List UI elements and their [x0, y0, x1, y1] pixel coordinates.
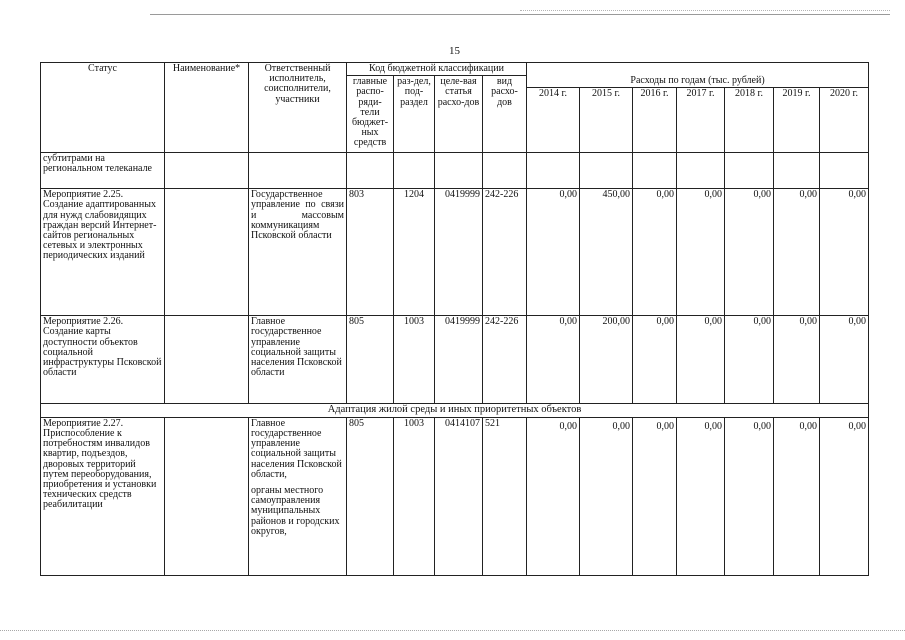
cell-status: Мероприятие 2.27. Приспособление к потребностям инвалидов квартир, подъездов, дворовых территорий путем переоборудования, приобретения и установки технических средств реабилитации: [41, 417, 165, 575]
header-code-vr: вид расхо-дов: [483, 76, 527, 153]
header-year-2016: 2016 г.: [633, 88, 677, 153]
cell-empty: [580, 153, 633, 189]
header-row-1: [41, 63, 869, 76]
cell-2015: 0,00: [580, 417, 633, 575]
cell-csr: 0414107: [435, 417, 483, 575]
cell-empty: [165, 153, 249, 189]
header-code-csr: целе-вая статья расхо-дов: [435, 76, 483, 153]
cell-2020: 0,00: [820, 417, 869, 575]
cell-grbs: 803: [347, 189, 394, 316]
cell-csr: 0419999: [435, 316, 483, 404]
cell-empty: [725, 153, 774, 189]
cell-2014: 0,00: [527, 316, 580, 404]
cell-2015: 450,00: [580, 189, 633, 316]
cell-vr: 521: [483, 417, 527, 575]
cell-name: [165, 417, 249, 575]
page-number: 15: [449, 45, 460, 57]
responsible-part-2: органы местного самоуправления муниципальных районов и городских округов,: [251, 485, 340, 537]
cell-vr: 242-226: [483, 189, 527, 316]
cell-empty: [249, 153, 347, 189]
cell-status: Мероприятие 2.26. Создание карты доступности объектов социальной инфраструктуры Псковской области: [41, 316, 165, 404]
cell-name: [165, 189, 249, 316]
cell-empty: [527, 153, 580, 189]
cell-empty: [633, 153, 677, 189]
cell-empty: [435, 153, 483, 189]
cell-2020: 0,00: [820, 189, 869, 316]
scan-artifact-bottom-line: [0, 630, 905, 631]
header-year-2019: 2019 г.: [774, 88, 820, 153]
cell-2014: 0,00: [527, 417, 580, 575]
responsible-part-1: Главное государственное управление социальной защиты населения Псковской области,: [251, 417, 342, 480]
cell-empty: [774, 153, 820, 189]
header-expenses-by-year: Расходы по годам (тыс. рублей): [527, 63, 869, 88]
table-row-2-27: [41, 417, 869, 575]
cell-2016: 0,00: [633, 189, 677, 316]
cell-name: [165, 316, 249, 404]
cell-rzpr: 1003: [394, 417, 435, 575]
cell-2020: 0,00: [820, 316, 869, 404]
budget-table: [40, 62, 869, 576]
cell-2019: 0,00: [774, 417, 820, 575]
cell-2017: 0,00: [677, 316, 725, 404]
cell-2017: 0,00: [677, 417, 725, 575]
cell-grbs: 805: [347, 417, 394, 575]
header-status: Статус: [41, 63, 165, 153]
cell-grbs: 805: [347, 316, 394, 404]
cell-2019: 0,00: [774, 316, 820, 404]
cell-2016: 0,00: [633, 417, 677, 575]
cell-2016: 0,00: [633, 316, 677, 404]
header-year-2018: 2018 г.: [725, 88, 774, 153]
cell-2018: 0,00: [725, 316, 774, 404]
cell-responsible: [249, 417, 347, 575]
header-year-2017: 2017 г.: [677, 88, 725, 153]
cell-2019: 0,00: [774, 189, 820, 316]
cell-rzpr: 1204: [394, 189, 435, 316]
table-row-2-25: [41, 189, 869, 316]
cell-empty: [347, 153, 394, 189]
header-responsible: Ответственный исполнитель, соисполнители, участники: [249, 63, 347, 153]
cell-responsible: Государственное управление по связи и массовым коммуникациям Псковской области: [249, 189, 347, 316]
section-title: Адаптация жилой среды и иных приоритетных объектов: [41, 404, 869, 418]
cell-status: Мероприятие 2.25. Создание адаптированных для нужд слабовидящих граждан версий Интернет-сайтов региональных сетевых и электронных периодических изданий: [41, 189, 165, 316]
cell-empty: [394, 153, 435, 189]
header-budget-classification: Код бюджетной классификации: [347, 63, 527, 76]
cell-empty: [677, 153, 725, 189]
cell-2018: 0,00: [725, 189, 774, 316]
header-year-2015: 2015 г.: [580, 88, 633, 153]
cell-vr: 242-226: [483, 316, 527, 404]
scan-artifact-top-dotted: [520, 10, 890, 11]
table-row-continuation: [41, 153, 869, 189]
section-row: [41, 404, 869, 418]
cell-2014: 0,00: [527, 189, 580, 316]
cell-empty: [483, 153, 527, 189]
cell-2015: 200,00: [580, 316, 633, 404]
cell-rzpr: 1003: [394, 316, 435, 404]
cell-2018: 0,00: [725, 417, 774, 575]
header-name: Наименование*: [165, 63, 249, 153]
cell-csr: 0419999: [435, 189, 483, 316]
scan-artifact-top-line: [150, 14, 890, 15]
cell-responsible: Главное государственное управление социальной защиты населения Псковской области: [249, 316, 347, 404]
header-code-rzpr: раз-дел, под-раздел: [394, 76, 435, 153]
cell-status: субтитрами на региональном телеканале: [41, 153, 165, 189]
header-code-grbs: главные распо-ряди-тели бюджет-ных средств: [347, 76, 394, 153]
cell-2017: 0,00: [677, 189, 725, 316]
table-row-2-26: [41, 316, 869, 404]
header-year-2014: 2014 г.: [527, 88, 580, 153]
cell-empty: [820, 153, 869, 189]
header-year-2020: 2020 г.: [820, 88, 869, 153]
